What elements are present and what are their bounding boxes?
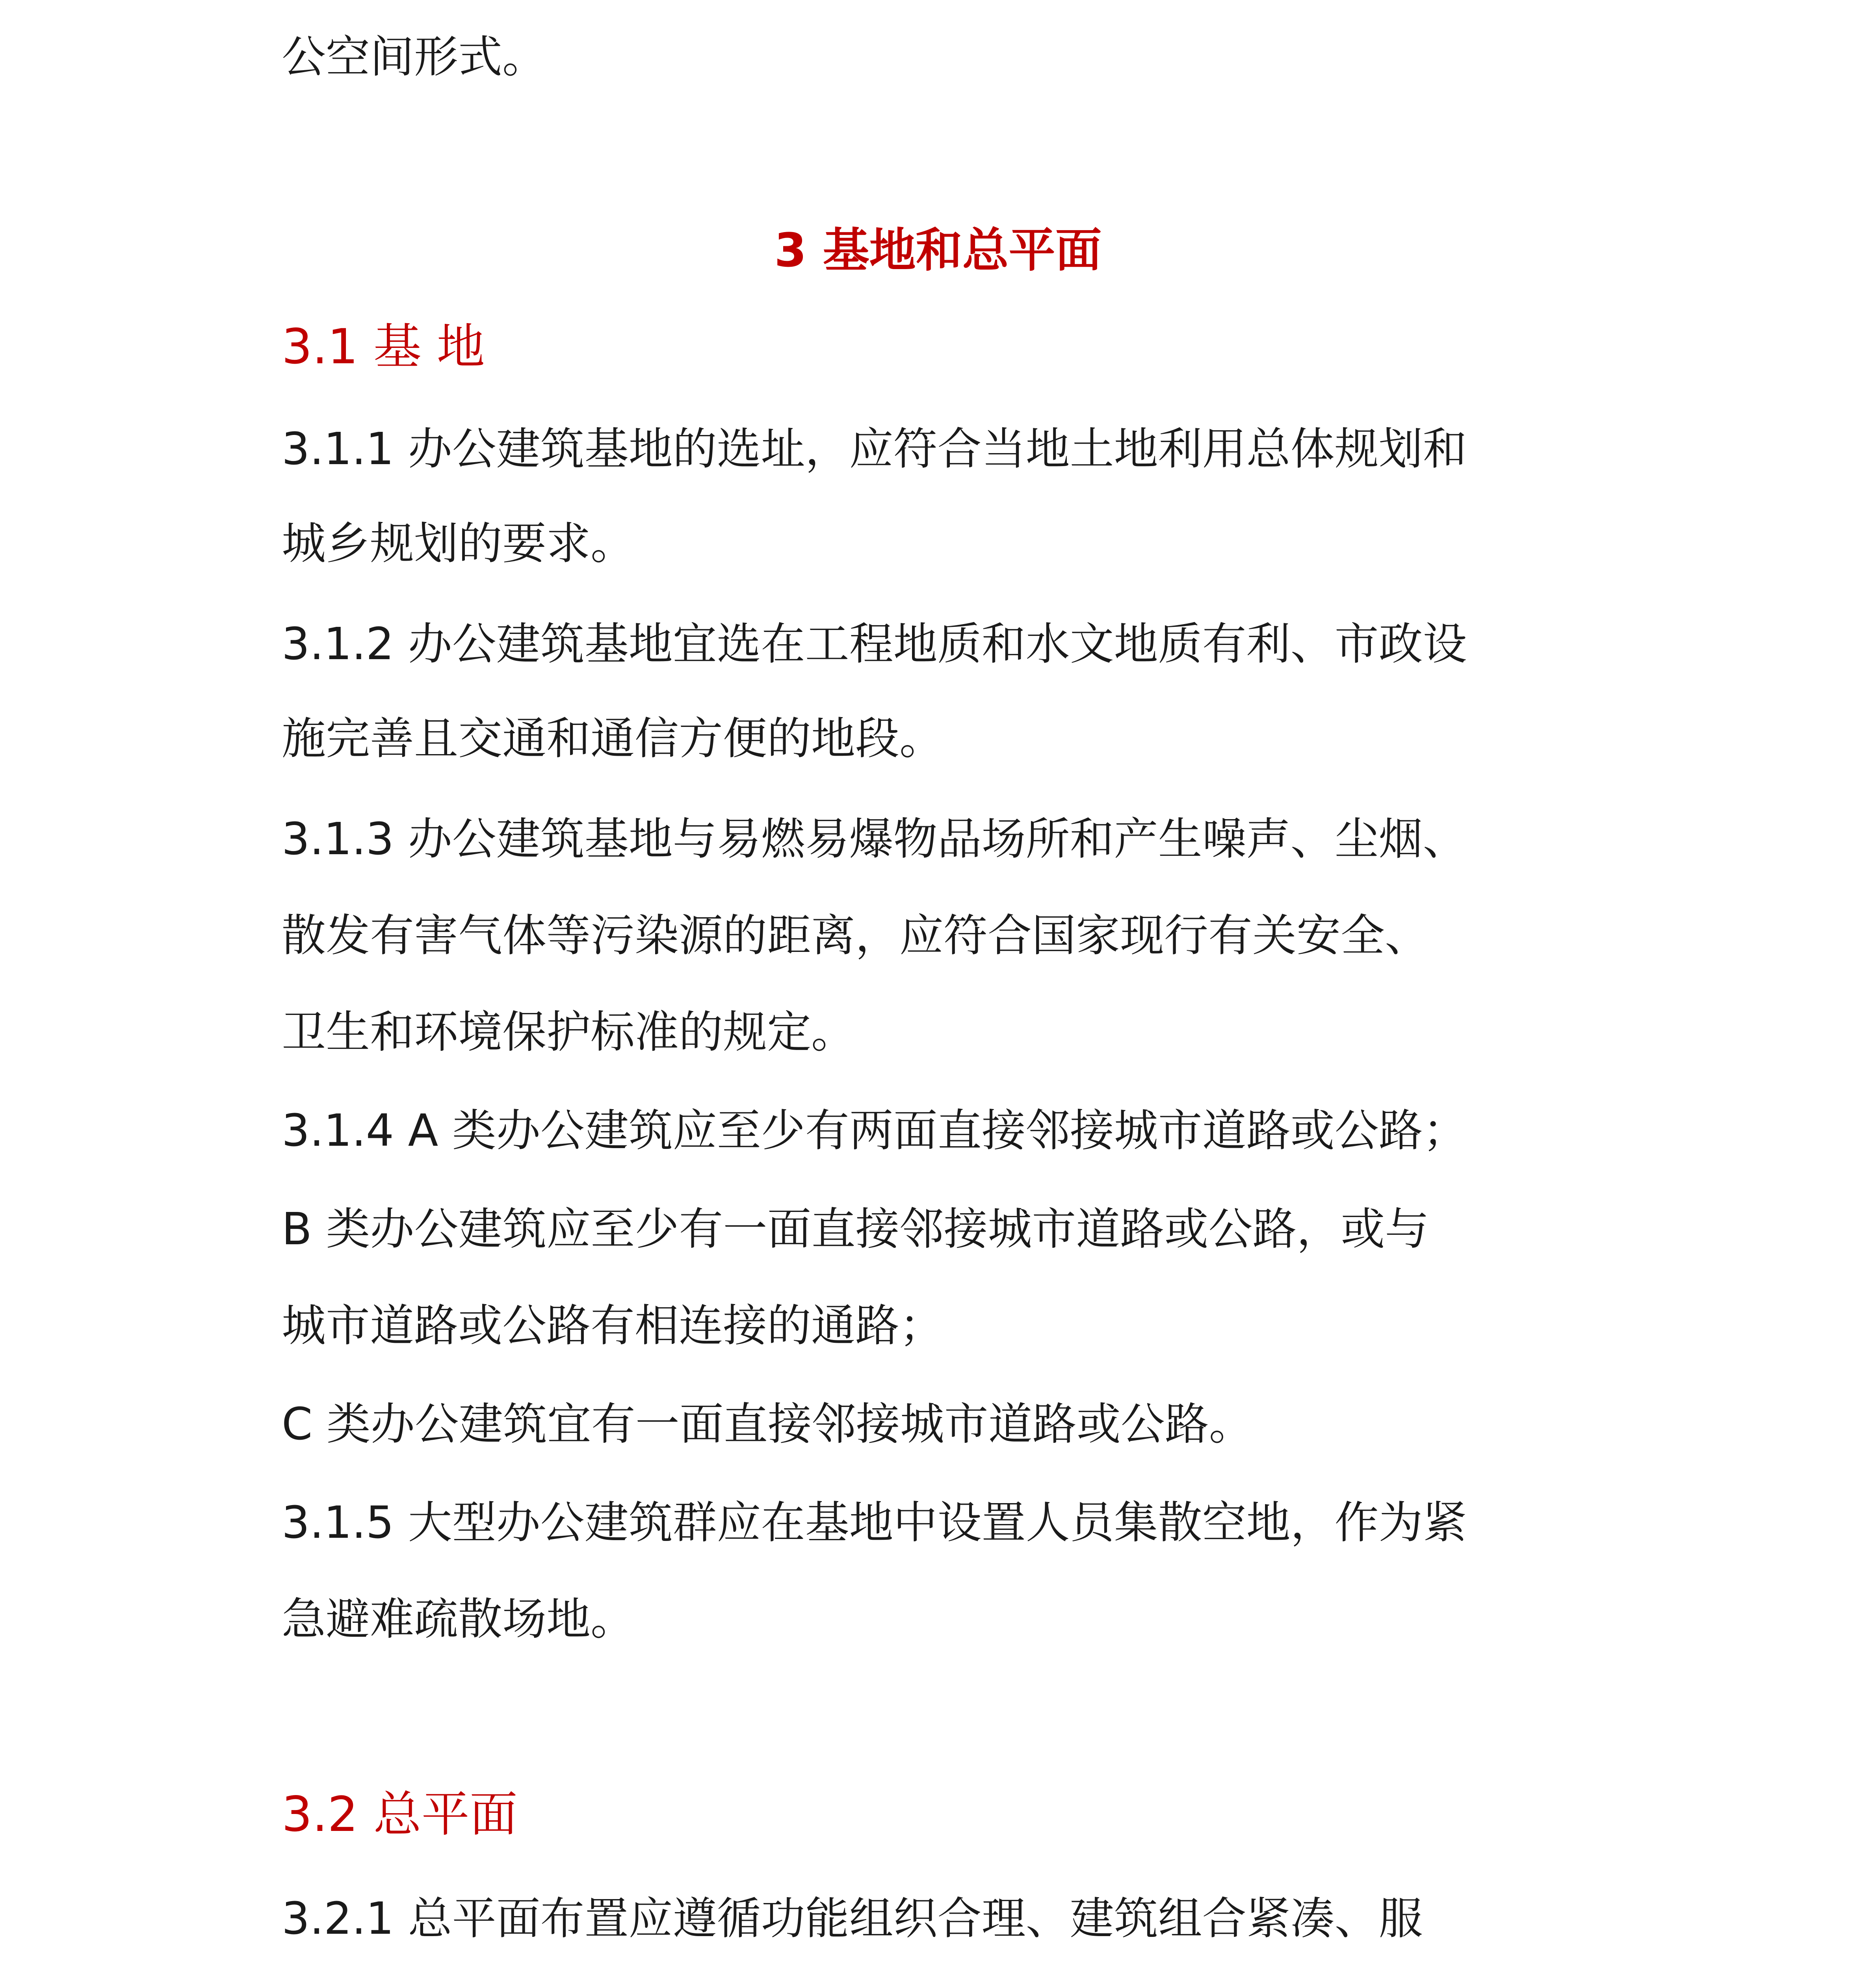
clause-3-1-4-line-1: 3.1.4 A 类办公建筑应至少有两面直接邻接城市道路或公路；: [282, 1105, 1467, 1156]
clause-3-1-5-line-1: 3.1.5 大型办公建筑群应在基地中设置人员集散空地，作为紧: [282, 1497, 1467, 1548]
clause-3-1-1-line-2: 城乡规划的要求。: [282, 518, 635, 569]
clause-3-1-1-line-1: 3.1.1 办公建筑基地的选址，应符合当地土地利用总体规划和: [282, 424, 1467, 475]
section-title: 3 基地和总平面: [774, 223, 1102, 277]
clause-3-1-4-line-4: C 类办公建筑宜有一面直接邻接城市道路或公路。: [282, 1399, 1253, 1450]
clause-3-1-2-line-1: 3.1.2 办公建筑基地宜选在工程地质和水文地质有利、市政设: [282, 619, 1467, 670]
clause-3-1-2-line-2: 施完善且交通和通信方便的地段。: [282, 713, 944, 764]
clause-3-1-3-line-3: 卫生和环境保护标准的规定。: [282, 1007, 855, 1058]
clause-3-2-1-line-1: 3.2.1 总平面布置应遵循功能组织合理、建筑组合紧凑、服: [282, 1893, 1423, 1944]
clause-3-1-5-line-2: 急避难疏散场地。: [282, 1594, 635, 1645]
subheading-3-1: 3.1 基 地: [282, 319, 485, 375]
clause-3-1-4-line-2: B 类办公建筑应至少有一面直接邻接城市道路或公路，或与: [282, 1204, 1429, 1255]
clause-3-1-3-line-1: 3.1.3 办公建筑基地与易燃易爆物品场所和产生噪声、尘烟、: [282, 814, 1467, 865]
clause-3-1-4-line-3: 城市道路或公路有相连接的通路；: [282, 1300, 944, 1351]
lead-fragment: 公空间形式。: [282, 32, 546, 83]
subheading-3-2: 3.2 总平面: [282, 1786, 518, 1842]
clause-3-1-3-line-2: 散发有害气体等污染源的距离，应符合国家现行有关安全、: [282, 910, 1429, 961]
